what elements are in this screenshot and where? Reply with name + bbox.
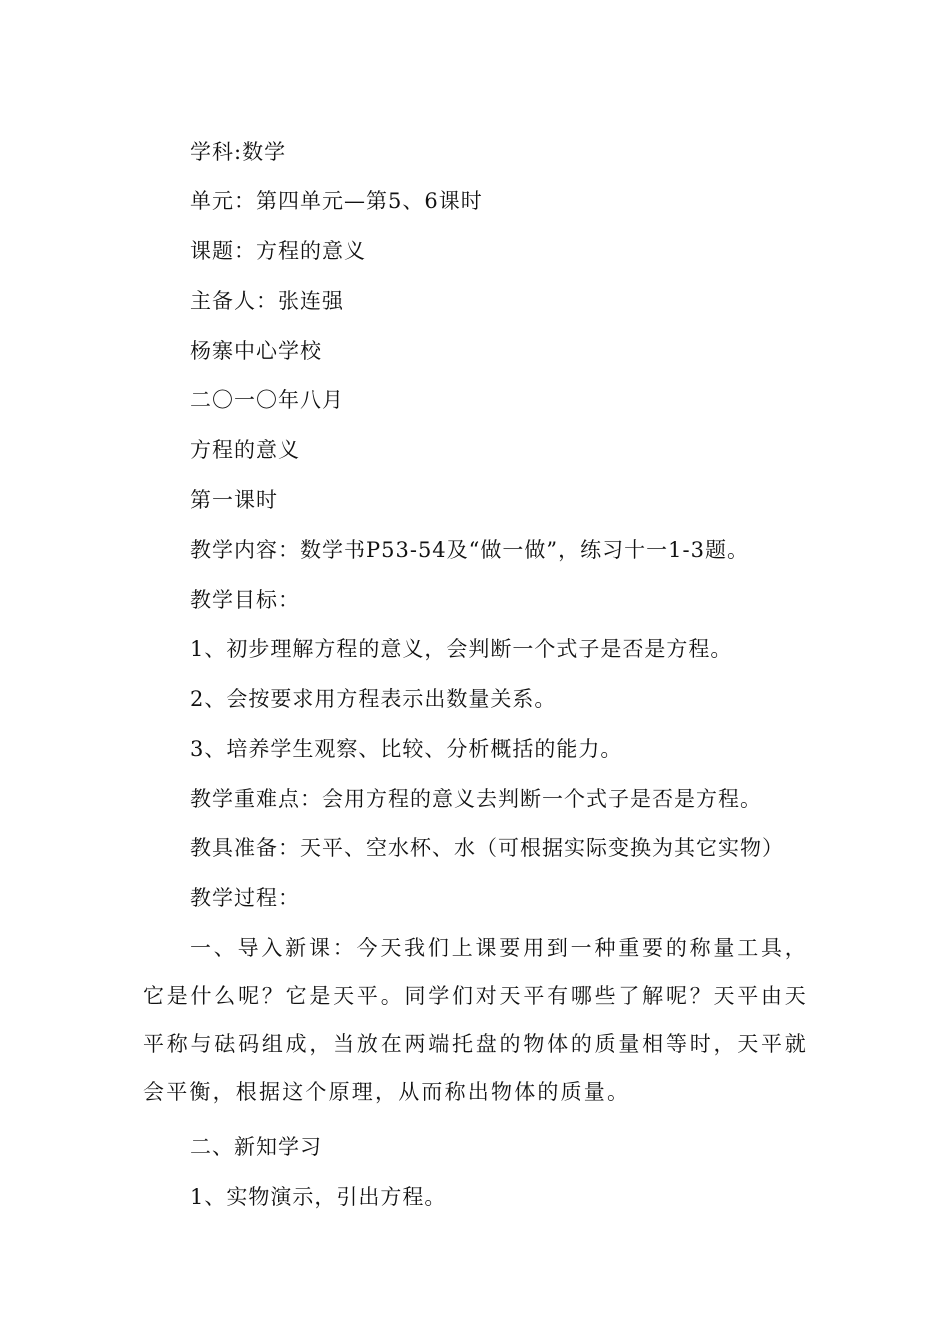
goal-item: 3、培养学生观察、比较、分析概括的能力。 [190,737,623,761]
process-heading: 教学过程： [190,886,300,910]
section-two-heading: 二、新知学习 [190,1135,322,1159]
preparer-line: 主备人：张连强 [190,289,344,313]
topic-line: 课题：方程的意义 [190,239,366,263]
materials-line: 教具准备：天平、空水杯、水（可根据实际变换为其它实物） [190,836,784,860]
goal-item: 2、会按要求用方程表示出数量关系。 [190,687,557,711]
content-line: 教学内容：数学书P53-54及“做一做”，练习十一1-3题。 [190,538,749,562]
step-one-line: 1、实物演示，引出方程。 [190,1185,447,1209]
lesson-title: 方程的意义 [190,438,300,462]
goal-item: 1、初步理解方程的意义，会判断一个式子是否是方程。 [190,637,733,661]
goals-heading: 教学目标： [190,588,300,612]
unit-line: 单元：第四单元—第5、6课时 [190,189,483,213]
subject-line: 学科:数学 [190,140,287,164]
intro-paragraph: 一、导入新课：今天我们上课要用到一种重要的称量工具，它是什么呢？它是天平。同学们对天平有哪些了解呢？天平由天平称与砝码组成，当放在两端托盘的物体的质量相等时，天平就会平衡，根据这个原理，从而称出物体的质量。 [143,936,808,1104]
key-points-line: 教学重难点：会用方程的意义去判断一个式子是否是方程。 [190,787,762,811]
date-line: 二〇一〇年八月 [190,388,344,412]
period-line: 第一课时 [190,488,278,512]
school-line: 杨寨中心学校 [190,339,322,363]
